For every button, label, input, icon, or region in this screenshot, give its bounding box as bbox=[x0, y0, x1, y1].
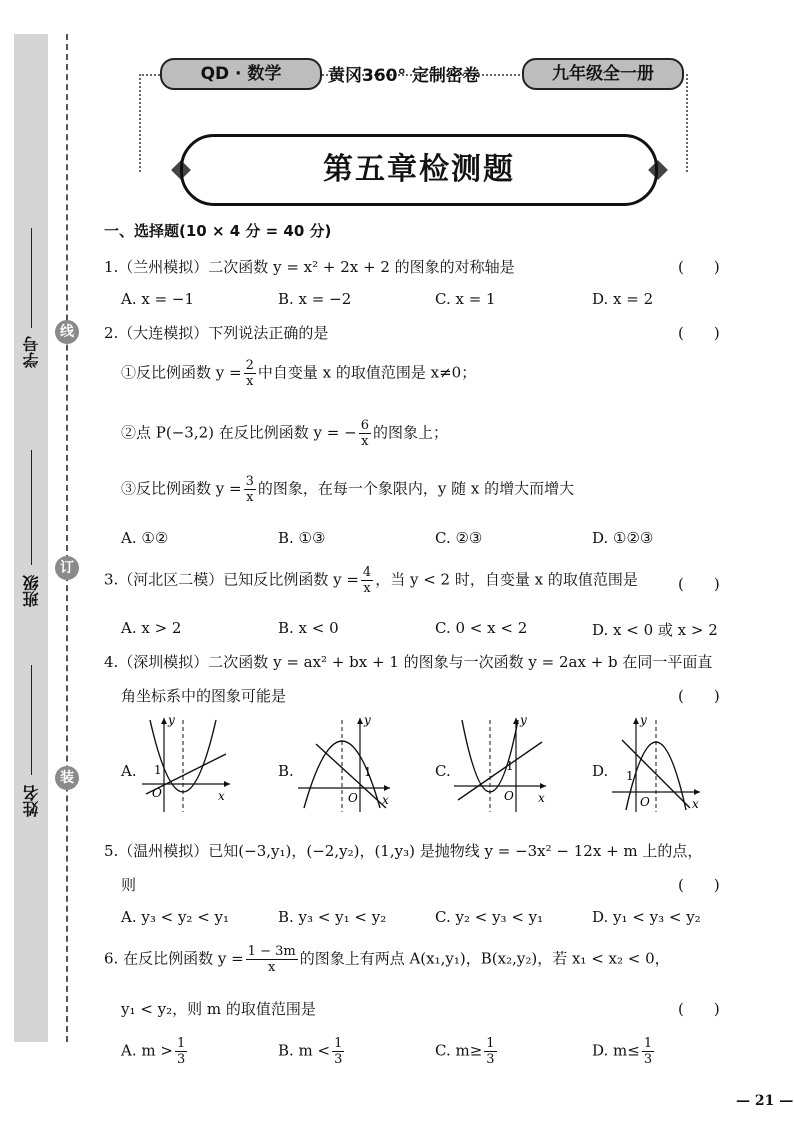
section-heading: 一、选择题(10 × 4 分 = 40 分) bbox=[104, 222, 332, 240]
q5-option-b[interactable]: B. y₃ < y₁ < y₂ bbox=[278, 908, 387, 926]
svg-text:y: y bbox=[168, 714, 175, 727]
question-4-answer-box[interactable]: ( ) bbox=[678, 687, 720, 705]
q4-graph-c bbox=[450, 714, 550, 814]
series-name: 黄冈360° 定制密卷 bbox=[328, 66, 480, 86]
class-line[interactable] bbox=[31, 450, 32, 565]
q1-option-b[interactable]: B. x = −2 bbox=[278, 290, 352, 308]
binding-circle-xian: 线 bbox=[55, 320, 79, 344]
svg-text:1: 1 bbox=[364, 765, 372, 779]
q4-graph-d bbox=[608, 714, 704, 814]
q6-option-a[interactable]: A. m > $\frac{1}{3}$ bbox=[121, 1036, 186, 1067]
name-label: 姓名 bbox=[21, 785, 41, 817]
svg-text:y: y bbox=[520, 714, 527, 727]
question-2-answer-box[interactable]: ( ) bbox=[678, 324, 720, 342]
binding-circle-ding: 订 bbox=[55, 556, 79, 580]
question-4-stem: 4.（深圳模拟）二次函数 y = ax² + bx + 1 的图象与一次函数 y = 2ax + b 在同一平面直 bbox=[104, 653, 713, 671]
svg-text:O: O bbox=[504, 789, 514, 803]
q2-option-b[interactable]: B. ①③ bbox=[278, 529, 326, 547]
name-line[interactable] bbox=[31, 665, 32, 775]
svg-text:1: 1 bbox=[154, 763, 162, 777]
q4-option-d[interactable]: D. bbox=[592, 762, 609, 780]
q4-option-c[interactable]: C. bbox=[435, 762, 451, 780]
page-number: — 21 — bbox=[736, 1093, 794, 1109]
grade-pill: 九年级全一册 bbox=[522, 58, 684, 90]
q3-option-c[interactable]: C. 0 < x < 2 bbox=[435, 619, 528, 637]
q2-option-c[interactable]: C. ②③ bbox=[435, 529, 483, 547]
q5-option-d[interactable]: D. y₁ < y₃ < y₂ bbox=[592, 908, 701, 926]
q2-option-a[interactable]: A. ①② bbox=[121, 529, 169, 547]
svg-text:y: y bbox=[640, 714, 647, 727]
q2-option-d[interactable]: D. ①②③ bbox=[592, 529, 654, 547]
q5-option-c[interactable]: C. y₂ < y₃ < y₁ bbox=[435, 908, 544, 926]
q3-option-b[interactable]: B. x < 0 bbox=[278, 619, 339, 637]
class-label: 班级 bbox=[21, 575, 41, 607]
page-title: 第五章检测题 bbox=[180, 134, 658, 206]
q5-option-a[interactable]: A. y₃ < y₂ < y₁ bbox=[121, 908, 230, 926]
svg-text:O: O bbox=[640, 795, 650, 809]
svg-text:O: O bbox=[152, 786, 162, 800]
svg-text:O: O bbox=[348, 791, 358, 805]
subject-pill: QD · 数学 bbox=[160, 58, 322, 90]
question-1-answer-box[interactable]: ( ) bbox=[678, 258, 720, 276]
svg-text:x: x bbox=[692, 797, 699, 811]
svg-text:x: x bbox=[382, 793, 389, 807]
question-5-stem: 5.（温州模拟）已知(−3,y₁)，(−2,y₂)，(1,y₃) 是抛物线 y = −3x² − 12x + m 上的点， bbox=[104, 842, 703, 860]
student-id-line[interactable] bbox=[31, 228, 32, 328]
q1-option-a[interactable]: A. x = −1 bbox=[121, 290, 195, 308]
question-6-stem-cont: y₁ < y₂，则 m 的取值范围是 bbox=[121, 1000, 316, 1018]
q6-option-c[interactable]: C. m≥ $\frac{1}{3}$ bbox=[435, 1036, 495, 1067]
question-6-stem: 6. 在反比例函数 y = $\frac{1 - 3m}{x}$ 的图象上有两点 A(x₁,y₁)，B(x₂,y₂)，若 x₁ < x₂ < 0， bbox=[104, 944, 670, 975]
question-6-answer-box[interactable]: ( ) bbox=[678, 1000, 720, 1018]
svg-text:y: y bbox=[364, 714, 371, 727]
q2-statement-1: ①反比例函数 y = $\frac{2}{x}$ 中自变量 x 的取值范围是 x≠0； bbox=[121, 358, 477, 389]
svg-text:1: 1 bbox=[506, 759, 514, 773]
svg-text:x: x bbox=[218, 789, 225, 803]
q3-option-d[interactable]: D. x < 0 或 x > 2 bbox=[592, 621, 718, 639]
question-5-stem-cont: 则 bbox=[121, 876, 137, 894]
binding-circle-zhuang: 装 bbox=[55, 766, 79, 790]
q1-option-c[interactable]: C. x = 1 bbox=[435, 290, 496, 308]
question-3-stem: 3.（河北区二模）已知反比例函数 y = $\frac{4}{x}$ ，当 y < 2 时，自变量 x 的取值范围是 bbox=[104, 565, 638, 596]
question-1-stem: 1.（兰州模拟）二次函数 y = x² + 2x + 2 的图象的对称轴是 bbox=[104, 258, 515, 276]
q3-option-a[interactable]: A. x > 2 bbox=[121, 619, 182, 637]
svg-text:x: x bbox=[538, 791, 545, 805]
question-2-stem: 2.（大连模拟）下列说法正确的是 bbox=[104, 324, 329, 342]
q2-statement-2: ②点 P(−3,2) 在反比例函数 y = − $\frac{6}{x}$ 的图象上； bbox=[121, 418, 448, 449]
q4-option-a[interactable]: A. bbox=[121, 762, 137, 780]
student-id-label: 学号 bbox=[21, 336, 41, 368]
question-4-stem-cont: 角坐标系中的图象可能是 bbox=[121, 687, 287, 705]
question-3-answer-box[interactable]: ( ) bbox=[678, 575, 720, 593]
q6-option-d[interactable]: D. m≤ $\frac{1}{3}$ bbox=[592, 1036, 653, 1067]
q1-option-d[interactable]: D. x = 2 bbox=[592, 290, 654, 308]
question-5-answer-box[interactable]: ( ) bbox=[678, 876, 720, 894]
q6-option-b[interactable]: B. m < $\frac{1}{3}$ bbox=[278, 1036, 343, 1067]
q2-statement-3: ③反比例函数 y = $\frac{3}{x}$ 的图象，在每一个象限内，y 随 x 的增大而增大 bbox=[121, 474, 575, 505]
cut-line bbox=[66, 34, 68, 1042]
q4-graph-a bbox=[138, 714, 234, 814]
q4-option-b[interactable]: B. bbox=[278, 762, 294, 780]
svg-text:1: 1 bbox=[626, 769, 634, 783]
q4-graph-b bbox=[294, 714, 394, 814]
